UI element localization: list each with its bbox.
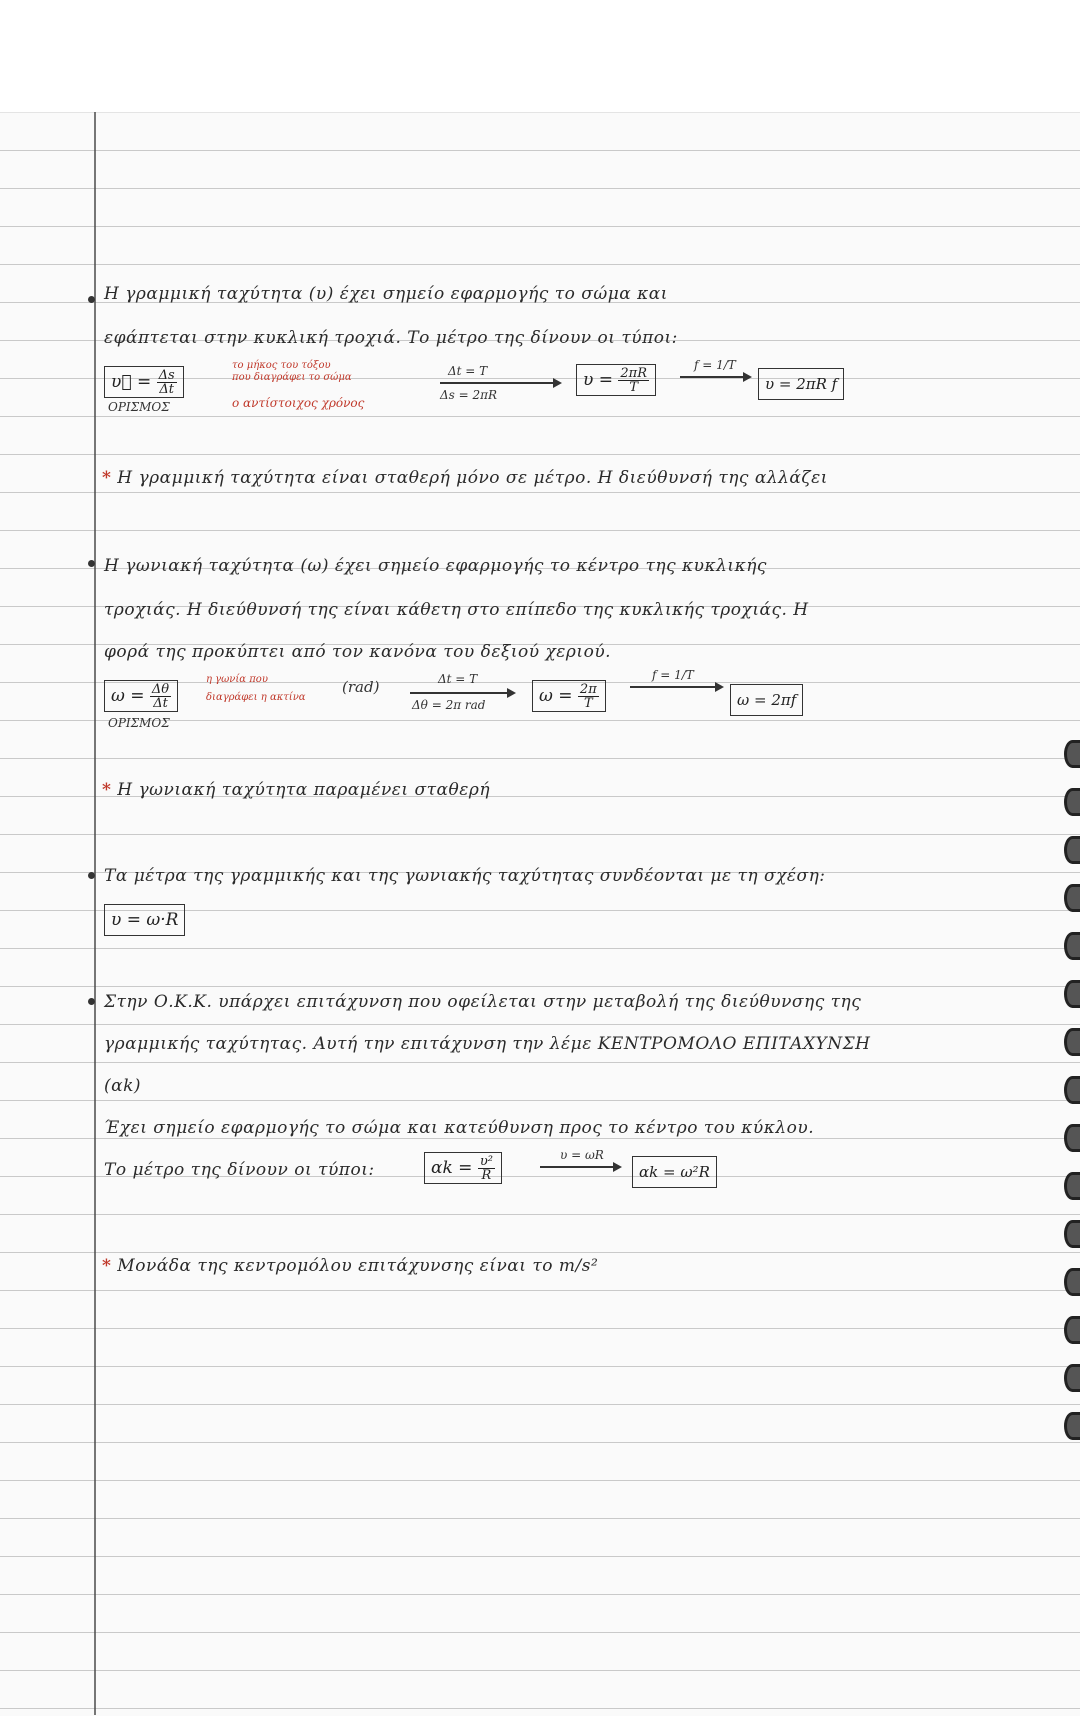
angular-velocity-line-1: Η γωνιακή ταχύτητα (ω) έχει σημείο εφαρμογής το κέντρο της κυκλικής [104,556,767,576]
fraction-numerator: υ² [479,1154,493,1169]
arrow [410,692,514,694]
margin-line [94,112,96,1715]
angular-velocity-period-formula [532,680,606,712]
angle-note: η γωνία που [206,674,268,685]
spiral-ring [1064,1076,1080,1104]
formula-lhs: υ = [583,370,613,390]
definition-label: ΟΡΙΣΜΟΣ [108,400,170,414]
fraction [150,683,171,710]
bullet [88,872,95,879]
formula-lhs: ω = [111,686,145,706]
angle-unit: (rad) [342,678,380,696]
fraction [478,1155,495,1182]
condition-frequency: f = 1/T [652,668,694,682]
condition-period: Δt = T [448,364,488,378]
fraction-numerator: 2πR [620,366,647,381]
centripetal-line-1: Στην Ο.Κ.Κ. υπάρχει επιτάχυνση που οφείλεται στην μεταβολή της διεύθυνσης της [104,992,862,1012]
star-icon: * [102,468,112,488]
condition-circumference: Δs = 2πR [440,388,498,402]
angular-velocity-frequency-formula: ω = 2πf [730,684,803,716]
arrow [440,382,560,384]
spiral-ring [1064,1268,1080,1296]
centripetal-line-4: Έχει σημείο εφαρμογής το σώμα και κατεύθυνση προς το κέντρο του κύκλου. [104,1118,815,1138]
condition-period: Δt = T [438,672,478,686]
arc-length-note: το μήκος του τόξου [232,360,331,371]
angular-velocity-line-3: φορά της προκύπτει από τον κανόνα του δεξιού χεριού. [104,642,612,662]
angular-velocity-line-2: τροχιάς. Η διεύθυνσή της είναι κάθετη στο επίπεδο της κυκλικής τροχιάς. Η [104,600,809,620]
fraction-denominator: T [629,380,639,395]
linear-velocity-frequency-formula: υ = 2πR f [758,368,844,400]
arrow [630,686,722,688]
spiral-ring [1064,740,1080,768]
centripetal-formula-velocity [424,1152,502,1184]
spiral-ring [1064,932,1080,960]
bullet [88,296,95,303]
spiral-ring [1064,1412,1080,1440]
spiral-ring [1064,1028,1080,1056]
spiral-binding [1060,740,1080,1460]
fraction-numerator: Δs [158,368,175,383]
centripetal-line-3: (αk) [104,1076,142,1096]
centripetal-unit-note [102,1256,598,1276]
fraction-denominator: Δt [159,382,174,397]
spiral-ring [1064,788,1080,816]
spiral-ring [1064,1124,1080,1152]
fraction-denominator: Δt [153,696,168,711]
spiral-ring [1064,884,1080,912]
fraction [157,369,177,396]
arrow [540,1166,620,1168]
fraction [618,367,649,394]
relation-formula: υ = ω·R [104,904,185,936]
linear-velocity-period-formula [576,364,656,396]
star-icon: * [102,780,112,800]
linear-velocity-definition [104,366,184,398]
condition-full-angle: Δθ = 2π rad [412,698,486,712]
angle-note-2: διαγράφει η ακτίνα [206,692,306,703]
formula-lhs: υ⃗ = [111,372,152,392]
linear-velocity-note [102,468,828,488]
angular-velocity-note [102,780,490,800]
angular-velocity-definition [104,680,178,712]
linear-velocity-line-2: εφάπτεται στην κυκλική τροχιά. Το μέτρο της δίνουν οι τύποι: [104,328,678,348]
bullet [88,998,95,1005]
linear-velocity-note-text: Η γραμμική ταχύτητα είναι σταθερή μόνο σε μέτρο. Η διεύθυνσή της αλλάζει [117,468,828,488]
centripetal-formula-angular: αk = ω²R [632,1156,717,1188]
formula-lhs: ω = [539,686,573,706]
spiral-ring [1064,836,1080,864]
definition-label: ΟΡΙΣΜΟΣ [108,716,170,730]
spiral-ring [1064,1172,1080,1200]
arc-length-note-2: που διαγράφει το σώμα [232,372,352,383]
condition-frequency: f = 1/T [694,358,736,372]
spiral-ring [1064,980,1080,1008]
fraction-numerator: Δθ [151,682,170,697]
centripetal-unit-note-text: Μονάδα της κεντρομόλου επιτάχυνσης είναι το m/s² [117,1256,599,1276]
fraction [578,683,599,710]
bullet [88,560,95,567]
formula-lhs: αk = [431,1158,473,1178]
angular-velocity-note-text: Η γωνιακή ταχύτητα παραμένει σταθερή [117,780,491,800]
spiral-ring [1064,1364,1080,1392]
time-note: ο αντίστοιχος χρόνος [232,396,365,410]
relation-line-1: Τα μέτρα της γραμμικής και της γωνιακής ταχύτητας συνδέονται με τη σχέση: [104,866,826,886]
centripetal-line-5: Το μέτρο της δίνουν οι τύποι: [104,1160,375,1180]
fraction-numerator: 2π [579,682,597,697]
star-icon: * [102,1256,112,1276]
fraction-denominator: R [481,1168,492,1183]
condition-relation: υ = ωR [560,1148,604,1162]
linear-velocity-line-1: Η γραμμική ταχύτητα (υ) έχει σημείο εφαρμογής το σώμα και [104,284,668,304]
arrow [680,376,750,378]
fraction-denominator: T [584,696,593,711]
spiral-ring [1064,1316,1080,1344]
centripetal-line-2: γραμμικής ταχύτητας. Αυτή την επιτάχυνση την λέμε ΚΕΝΤΡΟΜΟΛΟ ΕΠΙΤΑΧΥΝΣΗ [104,1034,871,1054]
spiral-ring [1064,1220,1080,1248]
